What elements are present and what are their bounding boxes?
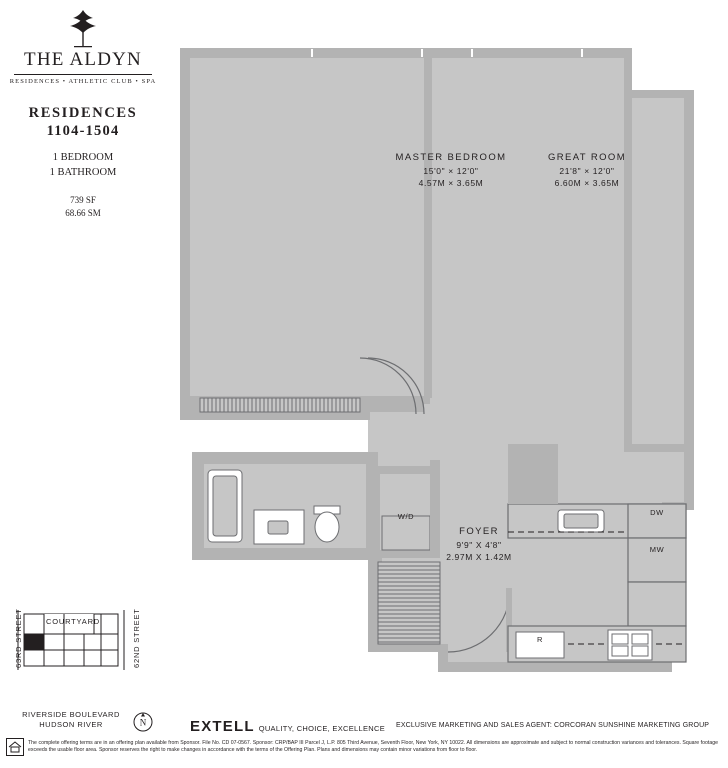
developer-tagline: QUALITY, CHOICE, EXCELLENCE: [258, 724, 386, 733]
tree-emblem-icon: [8, 8, 158, 48]
area-square-feet: 739 SF: [70, 195, 96, 205]
area-square-meters: 68.66 SM: [65, 208, 101, 218]
foyer-name: FOYER: [459, 526, 499, 537]
foyer-dim-m: 2.97M X 1.42M: [446, 552, 512, 562]
residence-heading-line2: 1104-1504: [46, 123, 120, 139]
brand-logo: [8, 8, 158, 85]
dishwasher-label: DW: [650, 508, 664, 517]
floorplan-drawing: [172, 40, 712, 680]
brand-tagline: RESIDENCES • ATHLETIC CLUB • SPA: [9, 78, 157, 85]
north-arrow-icon: [133, 712, 153, 732]
washer-dryer-label: W/D: [397, 512, 415, 521]
great-room-name: GREAT ROOM: [547, 152, 627, 163]
microwave-label: MW: [649, 545, 665, 554]
room-label-foyer: [394, 526, 564, 562]
master-bedroom-dim-ft: 15'0" × 12'0": [423, 166, 479, 176]
refrigerator-label: R: [536, 635, 544, 644]
bathroom-count: 1 BATHROOM: [49, 167, 117, 178]
sales-agent-line: EXCLUSIVE MARKETING AND SALES AGENT: CORCORAN SUNSHINE MARKETING GROUP: [396, 722, 710, 729]
room-label-great-room: [462, 152, 712, 188]
great-room-dim-m: 6.60M × 3.65M: [554, 178, 620, 188]
legal-disclaimer: The complete offering terms are in an offering plan available from Sponsor. File No. CD 07-0567. Sponsor: CRP/BAP III Parcel J, L.P. 805 Third Avenue, Seventh Floor, New York, NY 10022. All dimensions are approximate and subject to normal construction variances and tolerances. Square footage exceeds the usable floor area. Sponsor reserves the right to make changes in accordance with the terms of the Offering Plan. Plans and dimensions may contain minor variations from floor to floor.: [28, 740, 718, 754]
developer-name: EXTELL: [190, 718, 255, 735]
master-bedroom-name: MASTER BEDROOM: [395, 152, 507, 163]
courtyard-label: COURTYARD: [46, 617, 101, 626]
hudson-river-label: HUDSON RIVER: [39, 720, 103, 729]
bedroom-count: 1 BEDROOM: [52, 152, 114, 163]
developer-logo: [190, 718, 385, 736]
keymap-footer: [6, 710, 136, 730]
foyer-dim-ft: 9'9" X 4'8": [456, 540, 502, 550]
residence-heading-line1: RESIDENCES: [28, 105, 138, 121]
riverside-boulevard-label: RIVERSIDE BOULEVARD: [22, 710, 120, 719]
great-room-dim-ft: 21'8" × 12'0": [559, 166, 615, 176]
residence-area: [8, 194, 158, 220]
residence-specs: [8, 150, 158, 180]
street-62nd-label: 62ND STREET: [132, 608, 141, 668]
svg-text:N: N: [139, 717, 147, 728]
equal-housing-opportunity-icon: [6, 738, 24, 756]
brand-name: THE ALDYN: [24, 49, 142, 70]
logo-divider: [14, 74, 152, 75]
master-bedroom-dim-m: 4.57M × 3.65M: [418, 178, 484, 188]
site-key-map: [6, 604, 156, 674]
residence-heading: [8, 105, 158, 140]
street-63rd-label: 63RD STREET: [14, 608, 23, 668]
